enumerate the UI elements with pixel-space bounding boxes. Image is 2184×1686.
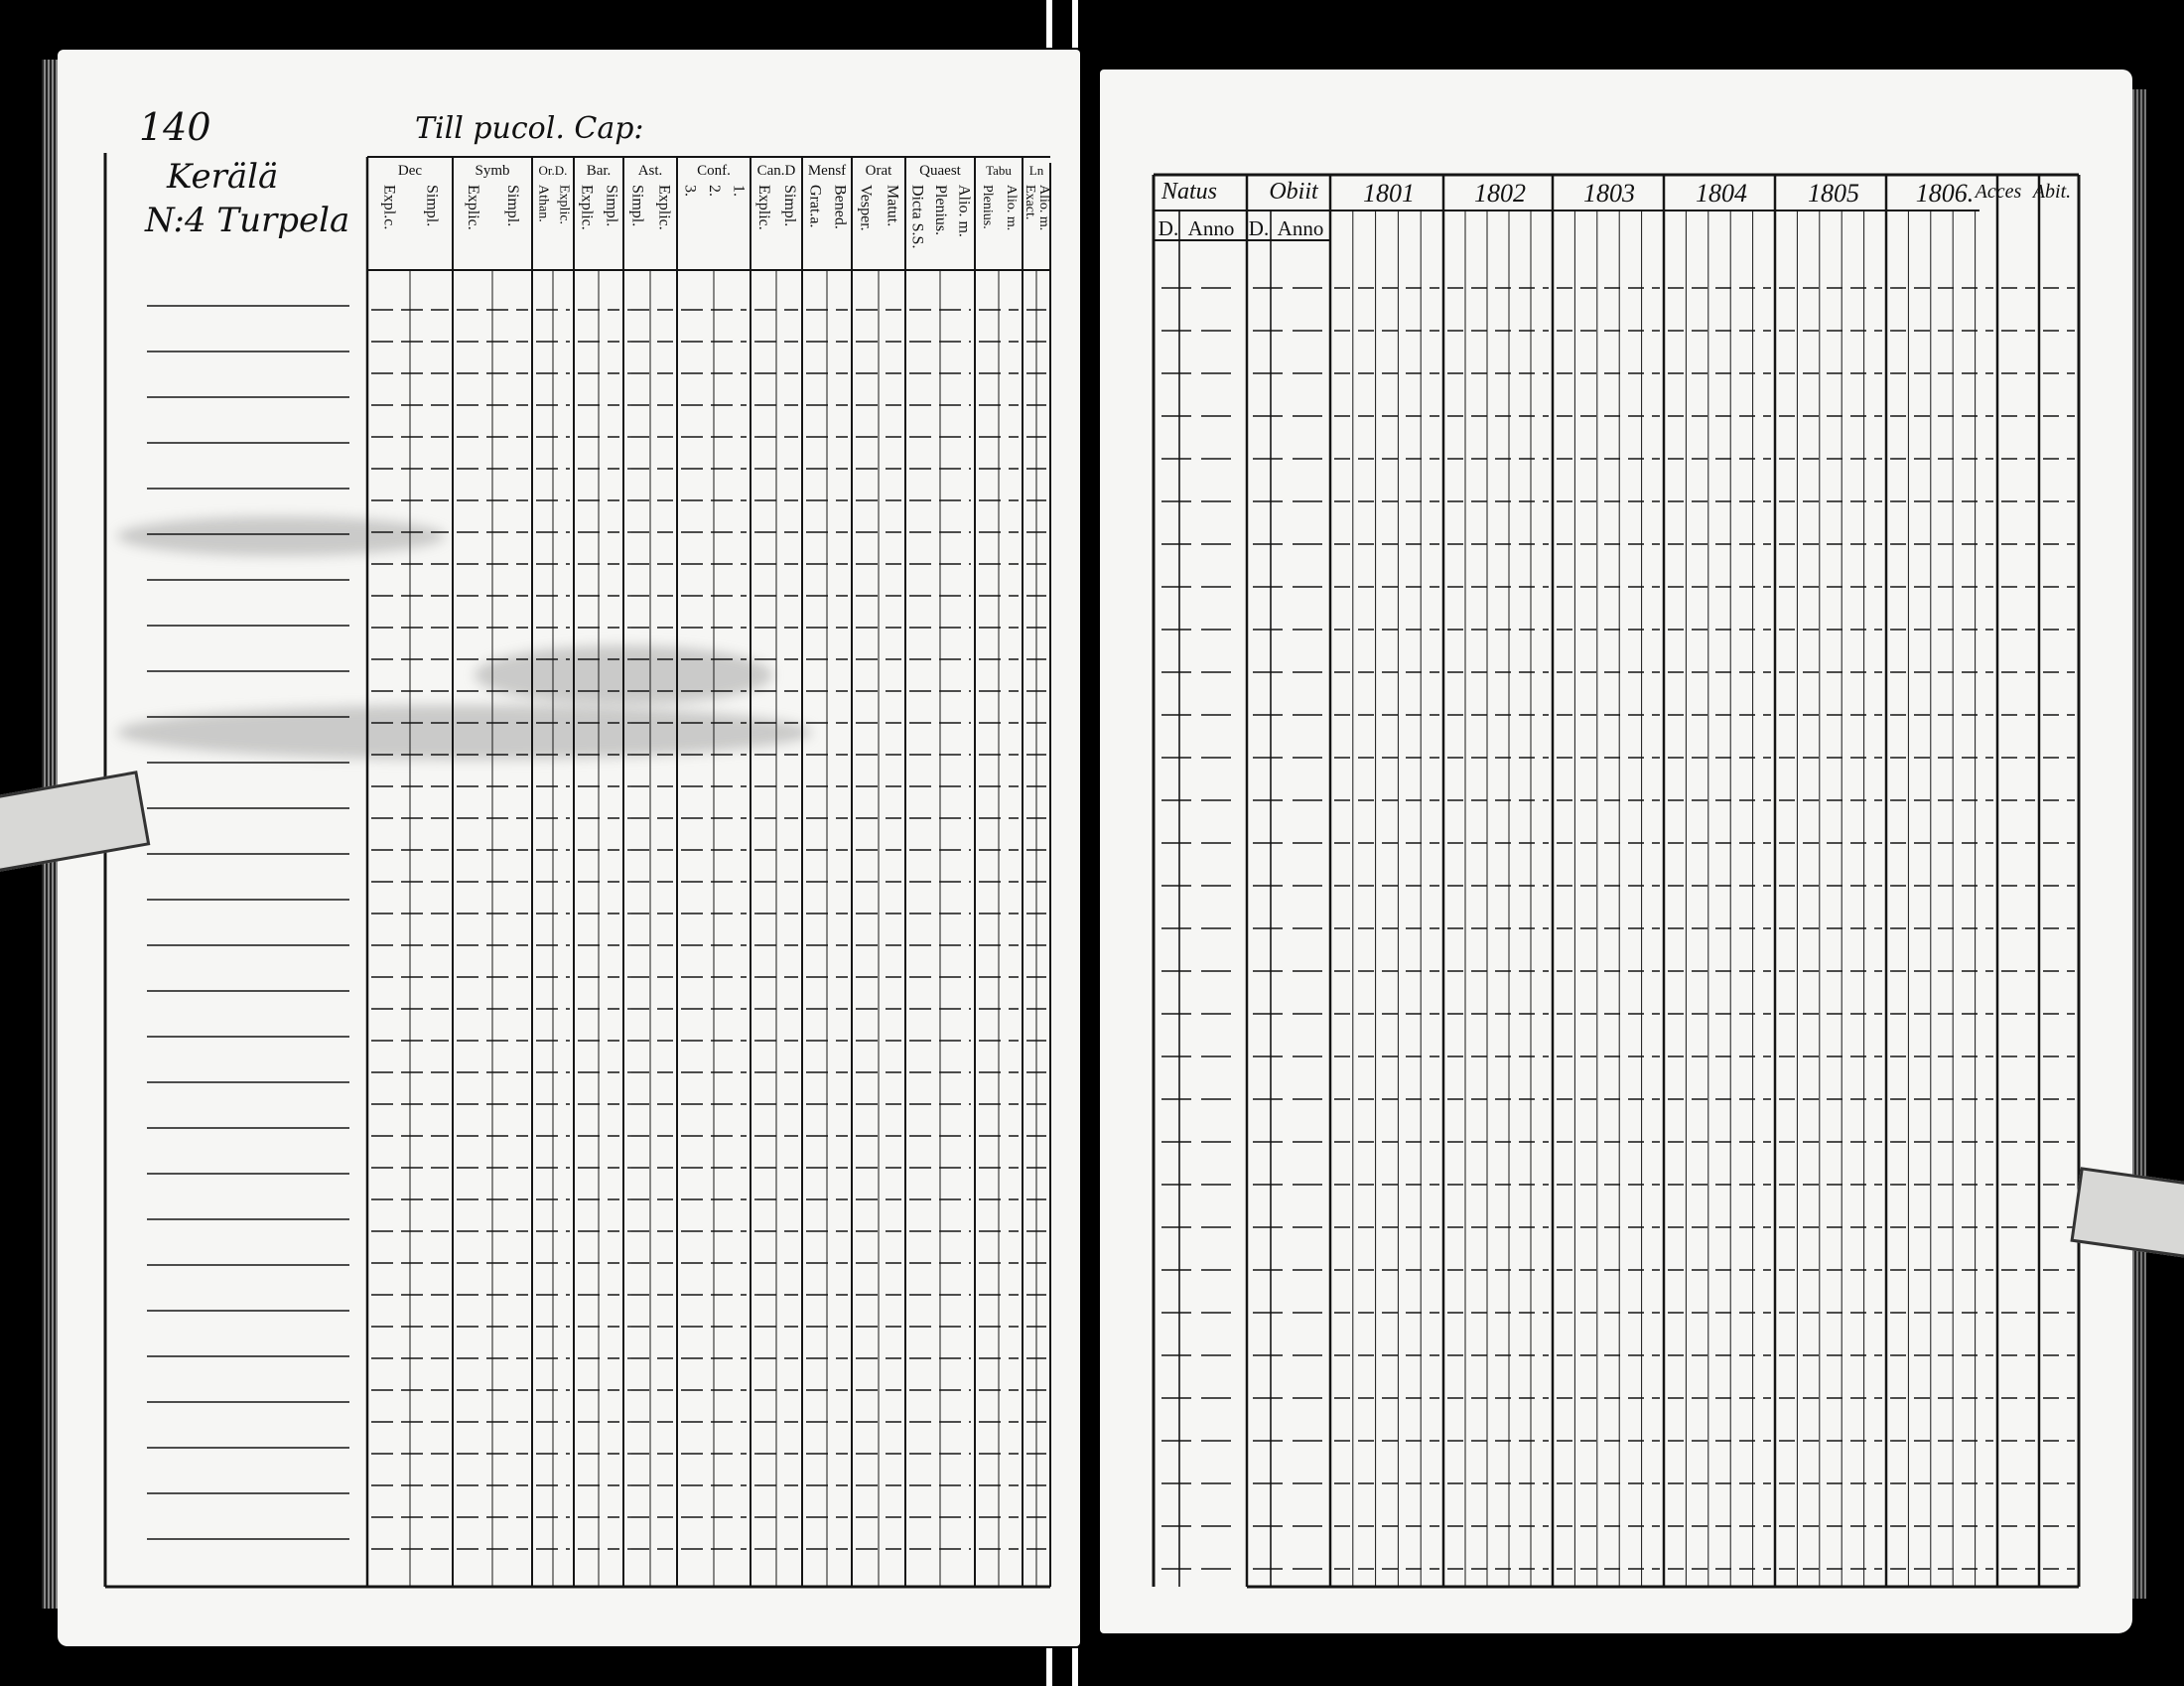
gutter-mark-top <box>1072 0 1078 48</box>
column-head-1: Dec <box>397 163 423 179</box>
column-head-8: Mensf <box>807 163 847 179</box>
column-head-9: Orat <box>865 163 892 179</box>
column-subhead: Bened. <box>831 185 849 229</box>
column-subhead: Exact. <box>1023 185 1037 220</box>
column-subhead: Simpl. <box>781 185 798 227</box>
year-1801-header: 1801 <box>1363 179 1415 208</box>
column-subhead: Grat.a. <box>806 185 824 228</box>
gutter-mark-bottom <box>1072 1648 1078 1686</box>
left-register-page <box>58 50 1080 1646</box>
village-name: Kerälä <box>167 157 279 197</box>
column-head-2: Symb <box>475 163 510 179</box>
column-head-4: Bar. <box>586 163 612 179</box>
page-heading: Till pucol. Cap: <box>415 111 644 146</box>
column-subhead: Explic. <box>465 185 481 230</box>
column-head-6: Conf. <box>697 163 731 179</box>
year-1806-header: 1806. <box>1915 179 1975 208</box>
farm-name: N:4 Turpela <box>145 201 350 240</box>
abiit-header: Abit. <box>2032 181 2072 203</box>
column-subhead: Explic. <box>556 185 572 225</box>
column-subhead: Simpl. <box>628 185 646 227</box>
column-subhead: Athan. <box>535 185 551 222</box>
right-page-grid <box>1100 70 2132 1633</box>
column-subhead: 1. <box>730 185 748 197</box>
natus-header: Natus <box>1160 179 1217 205</box>
left-page-grid <box>58 50 1080 1646</box>
year-1805-header: 1805 <box>1808 179 1859 208</box>
column-subhead: Plenius. <box>980 185 995 229</box>
page-edges-right <box>2132 89 2146 1599</box>
column-head-3: Or.D. <box>538 163 568 178</box>
column-subhead: 3. <box>681 185 699 197</box>
column-subhead: Simpl. <box>603 185 620 227</box>
column-subhead: Simpl. <box>504 185 521 227</box>
column-head-7: Can.D <box>756 163 796 179</box>
gutter-mark-bottom <box>1046 1648 1052 1686</box>
obiit-header: Obiit <box>1269 179 1318 205</box>
column-subhead: Simpl. <box>423 185 441 227</box>
natus-year-header: Anno <box>1187 216 1235 240</box>
column-head-10: Quaest <box>919 163 961 179</box>
column-subhead: Expl.c. <box>380 185 398 230</box>
column-subhead: 2. <box>706 185 723 197</box>
year-1802-header: 1802 <box>1474 179 1526 208</box>
column-subhead: Explic. <box>755 185 772 230</box>
column-subhead: Dicta S.S. <box>908 185 926 249</box>
obiit-day-header: D. <box>1248 216 1270 240</box>
column-subhead: Vesper. <box>857 185 875 231</box>
column-subhead: Explic. <box>578 185 596 230</box>
column-subhead: Alio. m. <box>955 185 973 237</box>
column-subhead: Alio. m. <box>1004 185 1019 231</box>
year-1803-header: 1803 <box>1583 179 1635 208</box>
column-subhead: Plenius. <box>932 185 949 236</box>
column-subhead: Matut. <box>884 185 901 227</box>
column-subhead: Alio. m. <box>1036 185 1051 231</box>
column-head-11: Tabu <box>986 163 1012 178</box>
column-subhead: Explic. <box>655 185 673 230</box>
gutter-mark-top <box>1046 0 1052 48</box>
page-number: 140 <box>139 105 211 149</box>
column-head-12: Ln <box>1028 163 1044 178</box>
column-head-5: Ast. <box>637 163 663 179</box>
year-1804-header: 1804 <box>1696 179 1747 208</box>
accessit-header: Acces <box>1975 181 2022 203</box>
right-register-page <box>1100 70 2132 1633</box>
natus-day-header: D. <box>1158 216 1179 240</box>
obiit-year-header: Anno <box>1277 216 1324 240</box>
